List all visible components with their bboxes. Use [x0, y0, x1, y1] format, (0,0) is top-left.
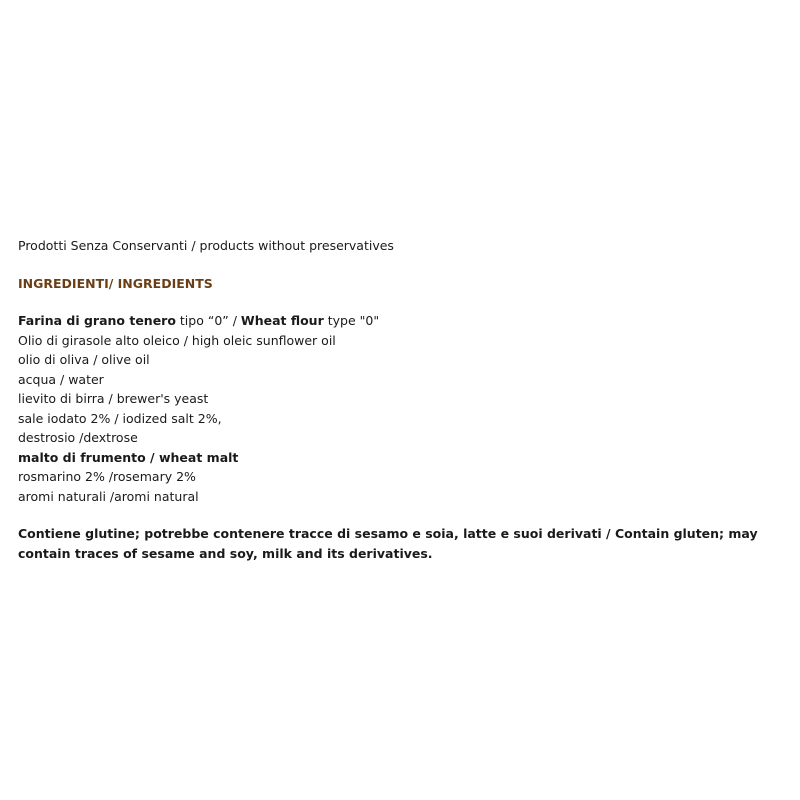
allergen-line-1: Contiene glutine; potrebbe contenere tracce di sesamo e soia, latte e suoi derivati / Contain gluten; may	[18, 526, 758, 541]
ingredient-olive-oil: olio di oliva / olive oil	[18, 352, 150, 367]
flour-it-type: tipo “0” /	[175, 313, 241, 328]
allergen-line-2: contain traces of sesame and soy, milk and its derivatives.	[18, 546, 433, 561]
ingredient-sunflower-oil: Olio di girasole alto oleico / high oleic sunflower oil	[18, 332, 336, 348]
ingredient-rosemary: rosmarino 2% /rosemary 2%	[18, 469, 196, 484]
ingredient-malt: malto di frumento / wheat malt	[18, 449, 239, 465]
flour-en-type: type "0"	[323, 313, 380, 328]
ingredient-aromas: aromi naturali /aromi natural	[18, 488, 199, 504]
ingredient-water: acqua / water	[18, 371, 104, 387]
ingredient-flour	[18, 311, 782, 331]
subtitle: Prodotti Senza Conservanti / products without preservatives	[18, 238, 394, 253]
flour-en-name: Wheat flour	[240, 313, 324, 328]
ingredient-salt: sale iodato 2% / iodized salt 2%,	[18, 410, 222, 426]
ingredient-dextrose: destrosio /dextrose	[18, 430, 138, 445]
product-label-document	[18, 236, 782, 564]
ingredient-yeast: lievito di birra / brewer's yeast	[18, 391, 209, 406]
ingredients-heading: INGREDIENTI/ INGREDIENTS	[18, 275, 213, 291]
flour-it-name: Farina di grano tenero	[18, 313, 176, 328]
ingredients-list	[18, 311, 782, 506]
allergen-statement	[18, 524, 782, 564]
